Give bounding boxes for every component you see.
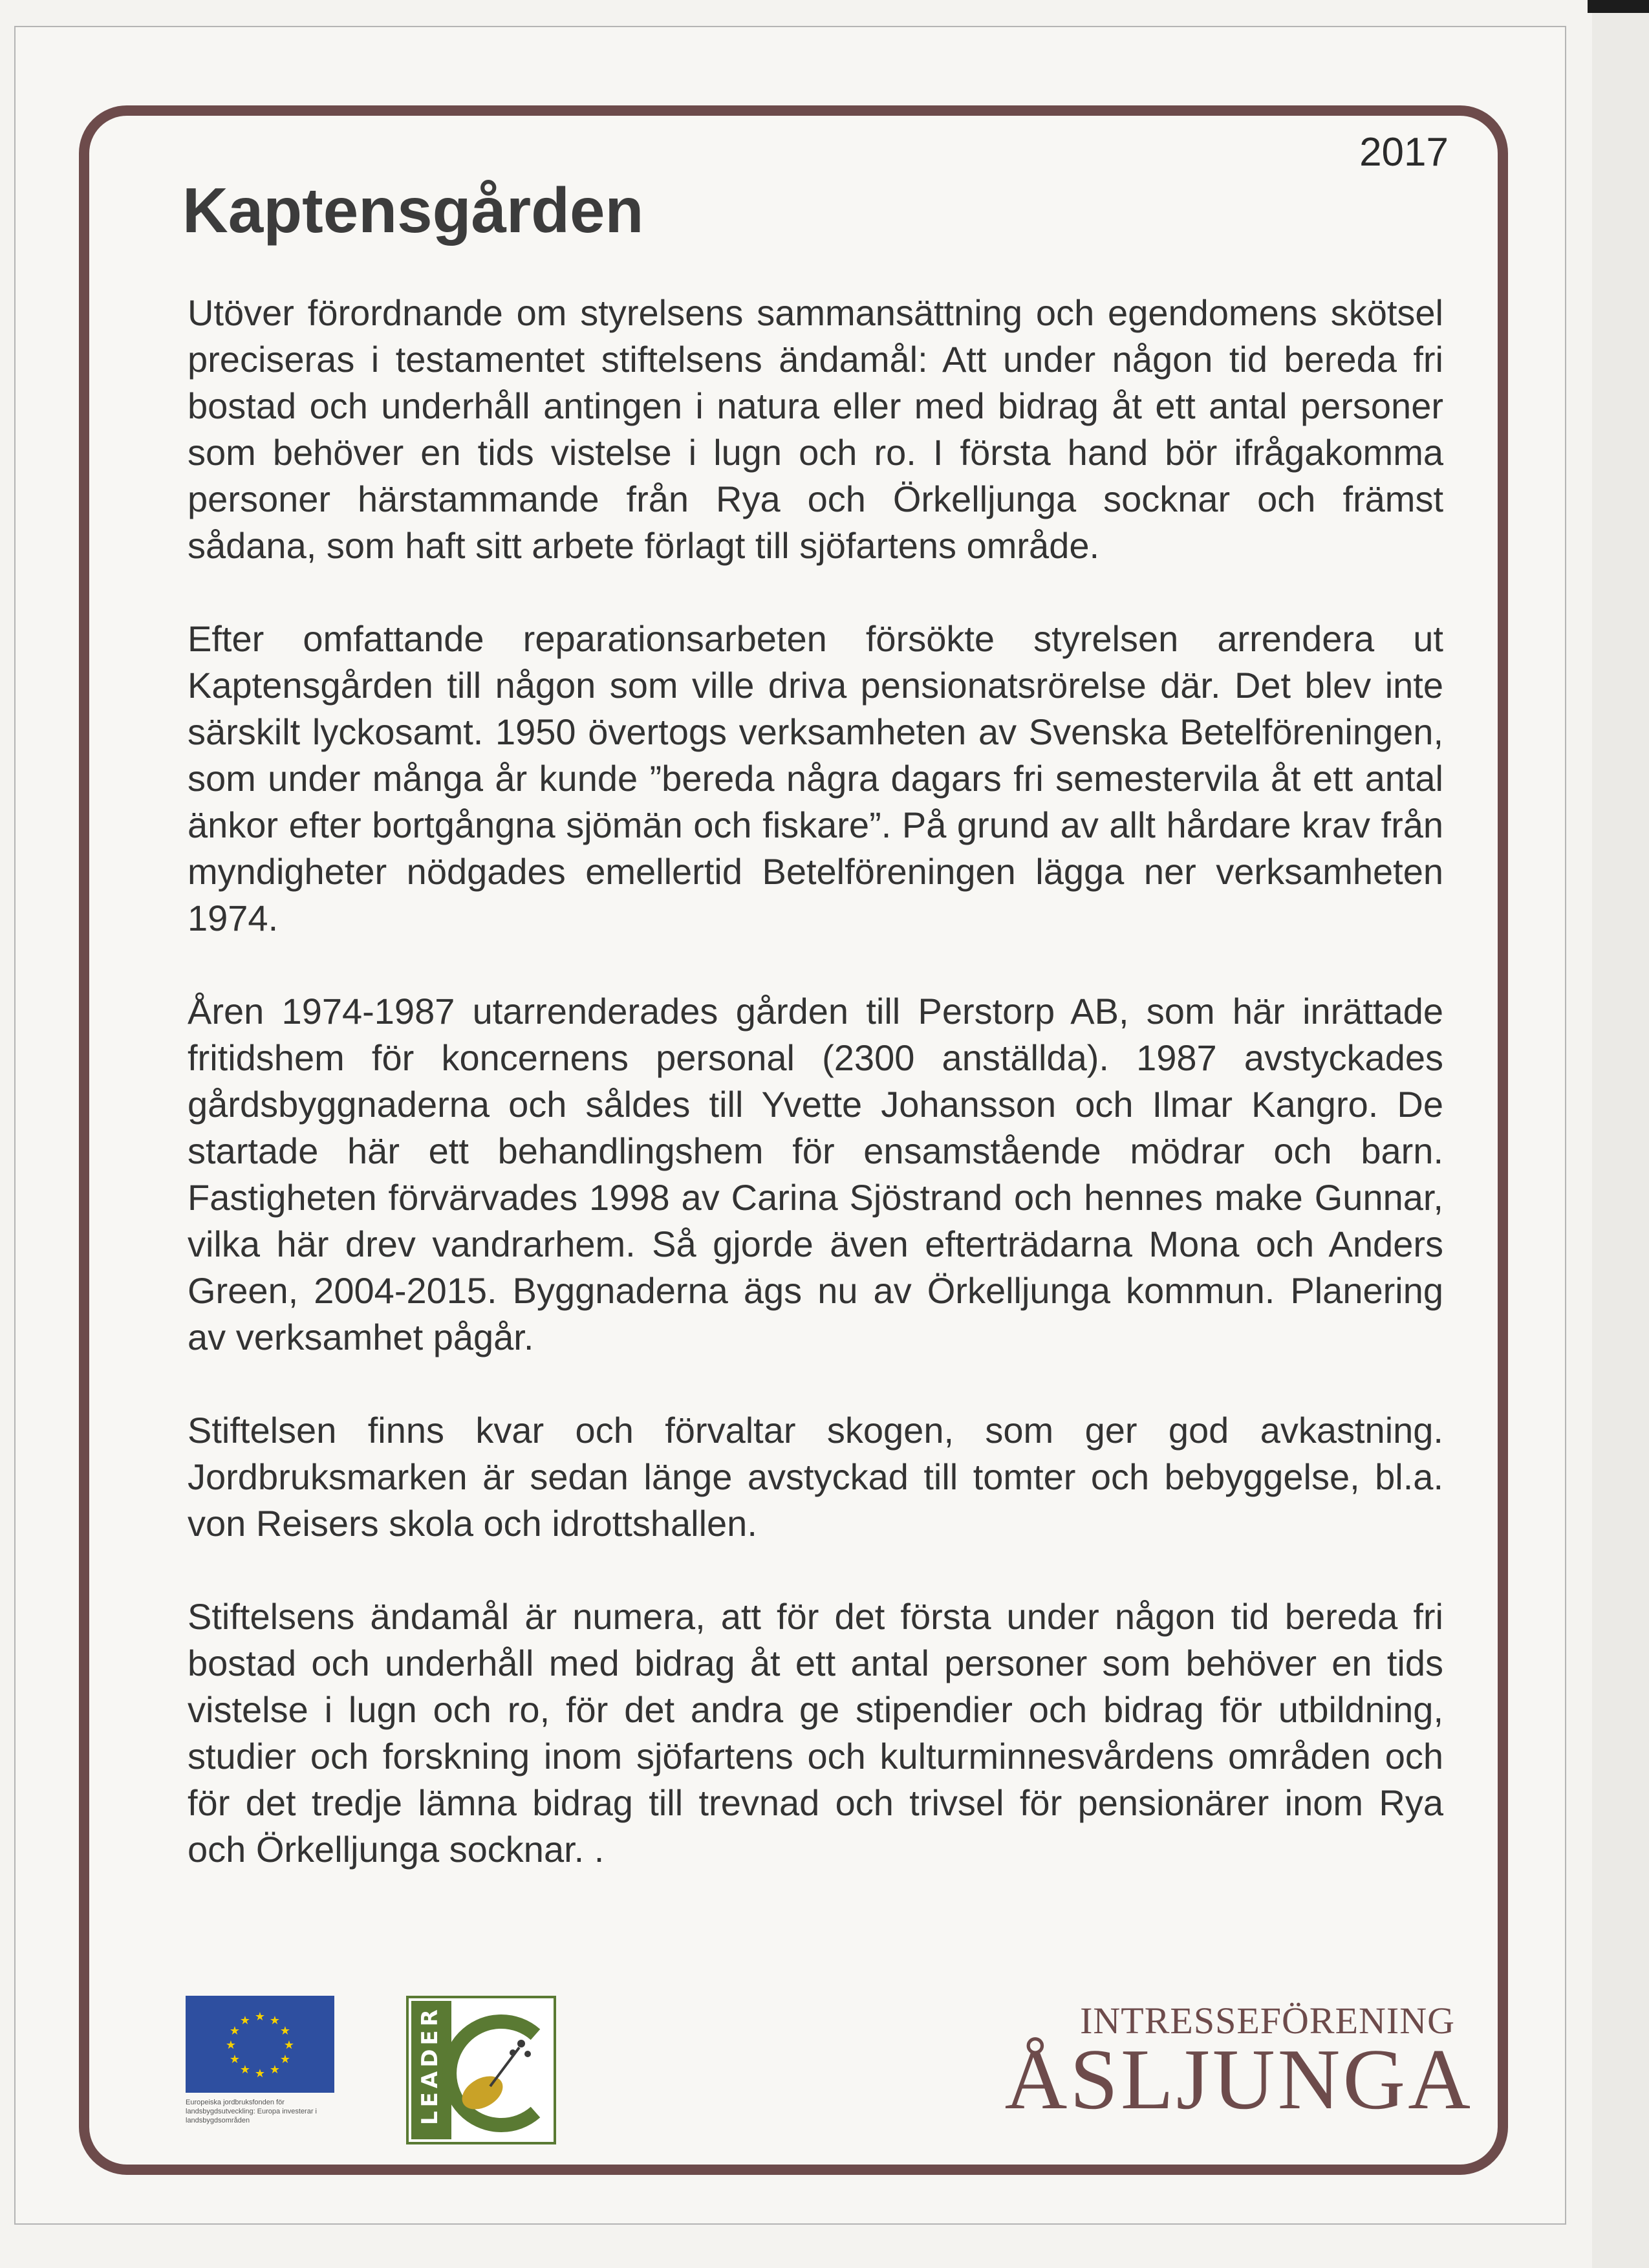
svg-text:★: ★ [254, 2067, 266, 2080]
org-name-line1: INTRESSEFÖRENING [1080, 2000, 1455, 2042]
year-label: 2017 [1359, 130, 1449, 175]
eu-stars-icon [186, 1996, 334, 2093]
svg-text:★: ★ [279, 2053, 291, 2066]
svg-text:★: ★ [239, 2014, 251, 2027]
paragraph-1: Utöver förordnande om styrelsens sammansättning och egendomens skötsel preciseras i testamentet stiftelsens ändamål: Att under någon tid bereda fri bostad och underhåll antingen i natura eller med bidrag åt ett antal personer som behöver en tids vistelse i lugn och ro. I första hand bör ifrågakomma personer härstammande från Rya och Örkelljunga socknar och främst sådana, som haft sitt arbete förlagt till sjöfartens område. [188, 292, 1443, 566]
paragraph-2: Efter omfattande reparationsarbeten försökte styrelsen arrendera ut Kaptensgården till någon som ville driva pensionatsrörelse där. Det blev inte särskilt lyckosamt. 1950 övertogs verksamheten av Svenska Betelföreningen, som under många år kunde ”bereda några dagars fri semestervila åt ett antal änkor efter bortgångna sjömän och fiskare”. På grund av allt hårdare krav från myndigheter nödgades emellertid Betelföreningen lägga ner verksamheten 1974. [188, 618, 1443, 938]
eu-caption: Europeiska jordbruksfonden för landsbygdsutveckling: Europa investerar i landsbygdsområden [186, 2099, 318, 2124]
svg-text:★: ★ [279, 2024, 291, 2038]
svg-text:★: ★ [229, 2053, 241, 2066]
svg-text:★: ★ [225, 2038, 237, 2052]
org-name-line2: ÅSLJUNGA [1004, 2031, 1473, 2127]
paragraph-5: Stiftelsens ändamål är numera, att för det första under någon tid bereda fri bostad och underhåll med bidrag åt ett antal personer som behöver en tids vistelse i lugn och ro, för det andra ge stipendier och bidrag för utbildning, studier och forskning inom sjöfartens och kulturminnesvårdens områden och för det tredje lämna bidrag till trevnad och trivsel för pensionärer inom Rya och Örkelljunga socknar. . [188, 1596, 1443, 1870]
paragraph-4: Stiftelsen finns kvar och förvaltar skogen, som ger god avkastning. Jordbruksmarken är sedan länge avstyckad till tomter och bebyggelse, bl.a. von Reisers skola och idrottshallen. [188, 1410, 1443, 1544]
paragraph-3: Åren 1974-1987 utarrenderades gården till Perstorp AB, som här inrättade fritidshem för koncernens personal (2300 anställda). 1987 avstyckades gårdsbyggnaderna och såldes till Yvette Johansson och Ilmar Kangro. De startade här ett behandlingshem för ensamstående mödrar och barn. Fastigheten förvärvades 1998 av Carina Sjöstrand och hennes make Gunnar, vilka här drev vandrarhem. Så gjorde även efterträdarna Mona och Anders Green, 2004-2015. Byggnaderna ägs nu av Örkelljunga kommun. Planering av verksamhet pågår. [188, 991, 1443, 1357]
svg-text:★: ★ [229, 2024, 241, 2038]
page-edge-corner [1588, 0, 1649, 13]
page-title: Kaptensgården [182, 175, 644, 246]
page-edge-strip [1592, 0, 1649, 2268]
leader-logo [406, 1996, 556, 2144]
svg-text:★: ★ [269, 2063, 281, 2077]
svg-text:★: ★ [239, 2063, 251, 2077]
leader-label: LEADER [417, 2005, 443, 2125]
leader-emblem-icon [406, 1996, 556, 2144]
eu-flag-logo [186, 1996, 334, 2093]
body-text [188, 290, 1443, 1873]
svg-text:★: ★ [283, 2038, 295, 2052]
svg-text:★: ★ [254, 2010, 266, 2024]
svg-text:★: ★ [269, 2014, 281, 2027]
